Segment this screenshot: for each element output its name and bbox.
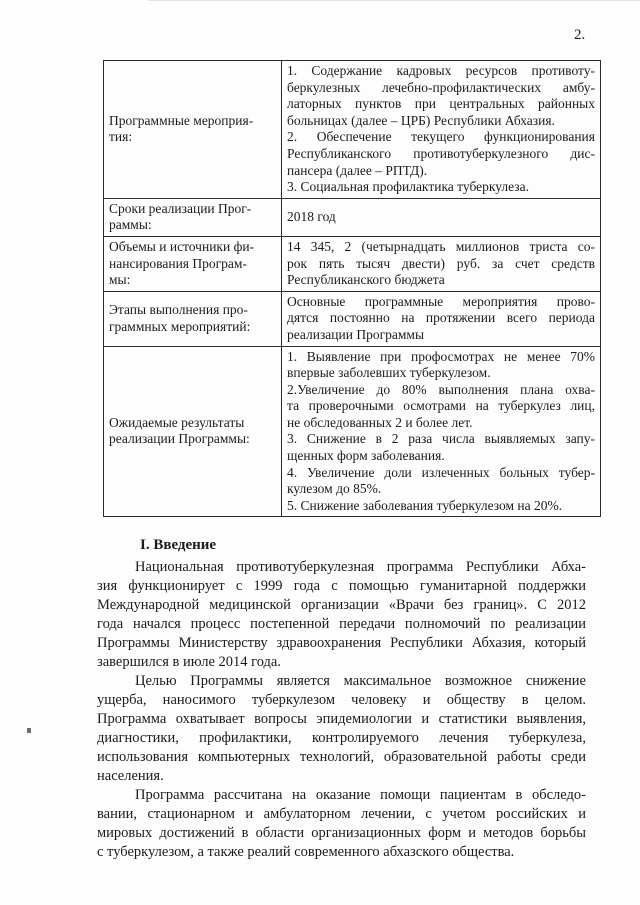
text-line: года начался процесс постепенной передачи полномочий по реализации xyxy=(97,616,586,632)
table-row-program-activities xyxy=(104,61,601,199)
text-line: Национальная противотуберкулезная программа Республики Абха- xyxy=(135,559,586,575)
text-line: Сроки реализации Прог- xyxy=(109,200,252,216)
text-line: латорных пунктов при центральных районных xyxy=(287,96,595,112)
text-line: 1. Выявление при профосмотрах не менее 70% xyxy=(287,348,595,364)
text-line: больницах (далее – ЦРБ) Республики Абхазия. xyxy=(287,112,555,128)
row-value-financing xyxy=(282,236,601,291)
text-line: Программные мероприя- xyxy=(109,112,254,128)
text-line: 2. Обеспечение текущего функционирования xyxy=(287,129,595,145)
text-line: пансера (далее – РПТД). xyxy=(287,162,428,178)
text-line: реализации Программы: xyxy=(109,431,250,447)
text-line: тия: xyxy=(109,129,133,145)
text-line: Этапы выполнения про- xyxy=(109,302,248,318)
text-line: использования компьютерных технологий, образовательной работы среди xyxy=(97,749,586,765)
text-line: с туберкулезом, а также реалий современного абхазского общества. xyxy=(97,844,515,860)
text-line: 14 345, 2 (четырнадцать миллионов триста со- xyxy=(287,238,595,254)
text-line: Целью Программы является максимальное возможное снижение xyxy=(135,673,586,689)
table-row-financing xyxy=(104,236,601,291)
text-line: рок пять тысяч двести) руб. за счет средств xyxy=(287,255,595,271)
text-line: кулезом до 85%. xyxy=(287,481,382,497)
row-label-financing xyxy=(104,236,282,291)
text-line: Объемы и источники фи- xyxy=(109,238,255,254)
text-line: та проверочными осмотрами на туберкулез лиц, xyxy=(287,398,595,414)
text-line: Программа охватывает вопросы эпидемиологии и статистики выявления, xyxy=(97,711,586,727)
text-line: Программа рассчитана на оказание помощи пациентам в обследо- xyxy=(135,787,586,803)
text-line: 1. Содержание кадровых ресурсов противоту- xyxy=(287,63,595,78)
row-label-implementation-period xyxy=(104,198,282,236)
text-line: 5. Снижение заболевания туберкулезом на 20%. xyxy=(287,497,563,513)
text-line: зия функционирует с 1999 года с помощью гуманитарной поддержки xyxy=(97,578,586,594)
text-line: впервые заболевших туберкулезом. xyxy=(287,365,491,381)
row-value-stages xyxy=(282,291,601,346)
text-line: нансирования Програм- xyxy=(109,255,247,271)
section-heading: I. Введение xyxy=(140,537,217,553)
text-line: граммных мероприятий: xyxy=(109,318,251,334)
text-line: дятся постоянно на протяжении всего периода xyxy=(287,310,595,326)
text-line: реализации Программы xyxy=(287,326,425,342)
text-line: вании, стационарном и амбулаторном лечении, с учетом российских и xyxy=(97,806,586,822)
text-line: Республиканского бюджета xyxy=(287,272,445,288)
table-row-stages xyxy=(104,291,601,346)
text-line: диагностики, профилактики, контролируемого лечения туберкулеза, xyxy=(97,730,586,746)
table-row-expected-results xyxy=(104,346,601,517)
text-line: Международной медицинской организации «Врачи без границ». С 2012 xyxy=(97,597,586,613)
text-line: Ожидаемые результаты xyxy=(109,414,245,430)
text-line: Основные программные мероприятия прово- xyxy=(287,293,595,309)
text-line: ущерба, наносимого туберкулезом человеку и обществу в целом. xyxy=(97,692,586,708)
text-line: беркулезных лечебно-профилактических амбу- xyxy=(287,79,595,95)
row-value-program-activities xyxy=(282,61,601,199)
text-line: 2018 год xyxy=(287,209,336,225)
text-line: 3. Социальная профилактика туберкулеза. xyxy=(287,179,530,195)
text-line: завершился в июле 2014 года. xyxy=(97,654,281,670)
text-line: населения. xyxy=(97,768,164,784)
row-value-implementation-period xyxy=(282,198,601,236)
text-line: не обследованных 2 и более лет. xyxy=(287,414,473,430)
scan-edge-artifact xyxy=(148,0,640,1)
table-row-implementation-period xyxy=(104,198,601,236)
text-line: мировых достижений в области организационных форм и методов борьбы xyxy=(97,825,586,841)
text-line: 3. Снижение в 2 раза числа выявляемых запу- xyxy=(287,431,595,447)
row-value-expected-results xyxy=(282,346,601,517)
text-line: раммы: xyxy=(109,217,152,233)
row-label-program-activities xyxy=(104,61,282,199)
page-number: 2. xyxy=(574,27,586,43)
text-line: 2.Увеличение до 80% выполнения плана охва- xyxy=(287,381,595,397)
text-line: мы: xyxy=(109,272,131,288)
row-label-expected-results xyxy=(104,346,282,517)
introduction-text xyxy=(97,558,586,862)
text-line: Республиканского противотуберкулезного дис- xyxy=(287,145,595,161)
text-line: 4. Увеличение доли излеченных больных тубер- xyxy=(287,464,595,480)
scan-speck-artifact xyxy=(27,728,31,733)
text-line: Программы Министерству здравоохранения Республики Абхазия, который xyxy=(97,635,586,651)
program-summary-table xyxy=(103,60,601,517)
text-line: щенных форм заболевания. xyxy=(287,448,445,464)
row-label-stages xyxy=(104,291,282,346)
